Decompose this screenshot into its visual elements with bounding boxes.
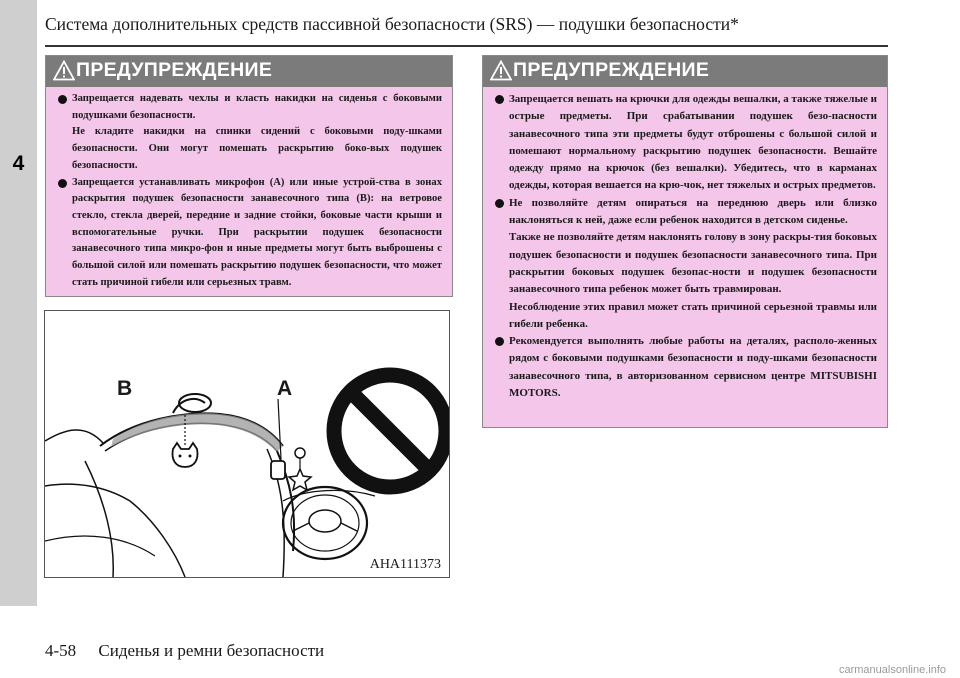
chapter-sidebar (0, 0, 37, 606)
page-footer (45, 641, 324, 661)
figure-code: AHA111373 (369, 557, 441, 572)
bullet-icon (495, 337, 504, 346)
warning-box-left (45, 55, 453, 297)
bullet-icon (495, 95, 504, 104)
page-header-title: Система дополнительных средств пассивной безопасности (SRS) — подушки безопасности* (45, 14, 739, 34)
page-number: 4-58 (45, 641, 77, 660)
warning-paragraph: Также не позволяйте детям наклонять голову в зону раскры-тия боковых подушек безопасности и подушек безопасности занавесочного типа. При раскрытии боковых подушек безопас-ности и подушек безопасности занавесочного типа ребенок может быть травмирован. (509, 231, 877, 296)
footer-section-title: Сиденья и ремни безопасности (98, 641, 325, 660)
warning-header (483, 56, 887, 87)
warning-paragraph: Несоблюдение этих правил может стать причиной серьезной травмы или гибели ребенка. (509, 300, 877, 330)
warning-item (495, 195, 877, 333)
car-interior-illustration (45, 311, 449, 577)
bullet-icon (495, 199, 504, 208)
warning-paragraph: Запрещается надевать чехлы и класть накидки на сиденья с боковыми подушками безопасности. (72, 93, 442, 121)
bullet-icon (58, 95, 67, 104)
warning-paragraph: Запрещается вешать на крючки для одежды вешалки, а также тяжелые и острые предметы. При срабатывании подушек безо-пасности занавесочного типа эти предметы будут отброшены с большой силой и помешают нормальному раскрытию подушек безопасности. Вешайте одежду прямо на крючок (без вешалки). Убедитесь, что в карманах одежды, которая вешается на крю-чок, нет тяжелых и острых предметов. (509, 93, 877, 192)
warning-body (483, 87, 887, 406)
watermark: carmanualsonline.info (838, 664, 946, 676)
warning-item (495, 333, 877, 402)
bullet-icon (58, 179, 67, 188)
warning-body (46, 87, 452, 295)
warning-paragraph: Не кладите накидки на спинки сидений с боковыми поду-шками безопасности. Они могут помешать раскрытию боко-вых подушек безопасности. (72, 126, 442, 171)
warning-title: ПРЕДУПРЕЖДЕНИЕ (76, 59, 273, 81)
chapter-number: 4 (12, 152, 25, 175)
illustration-figure (44, 310, 450, 578)
warning-paragraph: Запрещается устанавливать микрофон (A) или иные устрой-ства в зонах раскрытия подушек безопасности занавесочного типа (B): на ветровое стекло, стекла дверей, передние и задние стойки, боковые части крыши и вспомогательные ручки. При раскрытии подушек безопасности занавесочного типа микро-фон и иные предметы могут быть выброшены с большой силой или помешать раскрытию подушек безопасности, что может стать причиной гибели или серьезных травм. (72, 176, 442, 288)
warning-item (495, 91, 877, 195)
header-divider (45, 45, 888, 47)
warning-header (46, 56, 452, 87)
figure-label-b: B (117, 377, 133, 400)
warning-paragraph: Не позволяйте детям опираться на переднюю дверь или близко наклоняться к ней, даже если ребенок находится в детском сиденье. (509, 196, 877, 227)
warning-item (58, 175, 442, 292)
figure-label-a: A (277, 377, 293, 400)
warning-triangle-icon (490, 60, 512, 81)
warning-paragraph: Рекомендуется выполнять любые работы на деталях, располо-женных рядом с боковыми подушками безопасности и поду-шками безопасности занавесочного типа, в авторизованном сервисном центре MITSUBISHI MOTORS. (509, 335, 877, 400)
warning-item (58, 91, 442, 175)
warning-triangle-icon (53, 60, 75, 81)
warning-title: ПРЕДУПРЕЖДЕНИЕ (513, 59, 710, 81)
warning-box-right (482, 55, 888, 428)
